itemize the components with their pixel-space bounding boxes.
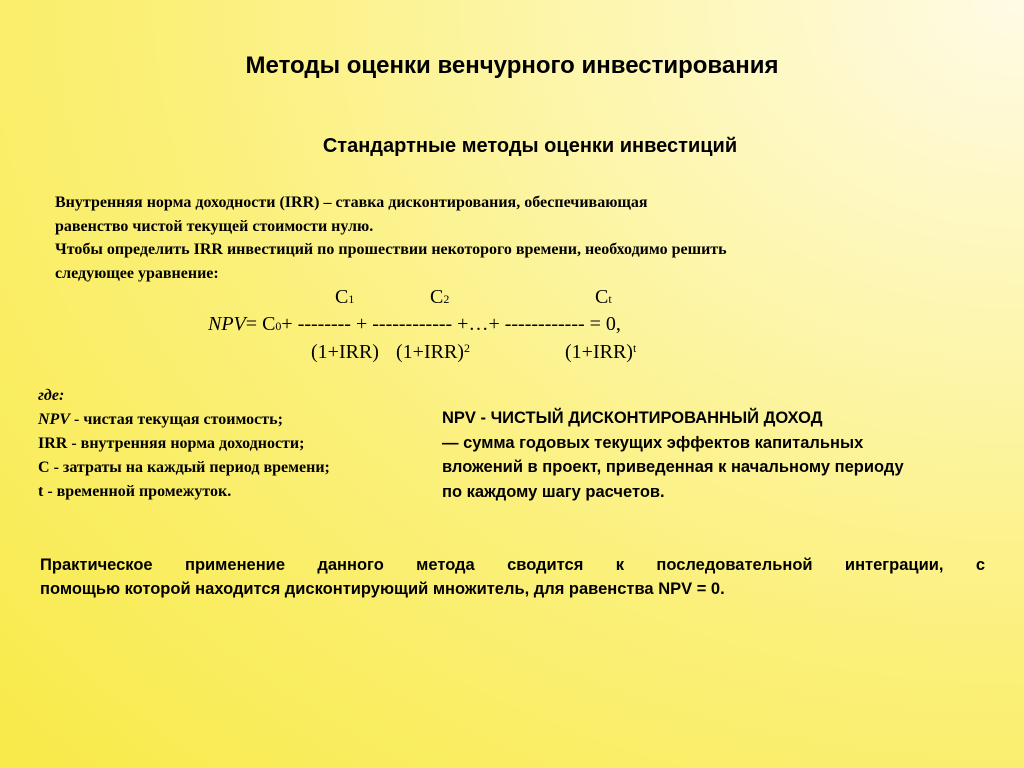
legend-item: NPV - чистая текущая стоимость; [38,411,283,428]
practical-line: помощью которой находится дисконтирующий множитель, для равенства NPV = 0. [40,580,725,598]
npv-definition-line: — сумма годовых текущих эффектов капитальных [442,433,864,452]
npv-definition-line: по каждому шагу расчетов. [442,482,665,501]
numerator-ct: Ct [595,286,612,308]
denominator-t: $(1+IRR)^t$ [565,341,637,363]
practical-application [40,553,985,601]
section-subtitle: Стандартные методы оценки инвестиций [322,135,738,157]
intro-paragraph [55,191,727,285]
legend-item: IRR - внутренняя норма доходности; [38,435,305,452]
intro-line: Внутренняя норма доходности (IRR) – ставка дисконтирования, обеспечивающая [55,194,648,211]
variable-legend [38,384,330,504]
page-title: Методы оценки венчурного инвестирования [245,52,779,79]
legend-item: t - временной промежуток. [38,483,232,500]
numerator-c2: C2 [430,286,450,308]
denominator-1: (1+IRR) [311,341,379,363]
formula-main-line: NPV= C0+ -------- + ------------ +…+ ------------ = 0, [208,313,621,335]
legend-where: где: [38,387,65,404]
intro-line: Чтобы определить IRR инвестиций по прошествии некоторого времени, необходимо решить [55,241,727,258]
practical-line: Практическое применение данного метода сводится к последовательной интеграции, с [40,556,985,574]
legend-item: C - затраты на каждый период времени; [38,459,330,476]
numerator-c1: C1 [335,286,355,308]
intro-line: следующее уравнение: [55,264,219,282]
npv-definition [442,406,904,504]
formula-lhs: NPV [208,313,246,335]
intro-line: равенство чистой текущей стоимости нулю. [55,217,374,235]
npv-definition-line: вложений в проект, приведенная к начальному периоду [442,458,904,476]
denominator-2: $(1+IRR)^2$ [396,341,470,363]
npv-definition-line: NPV - ЧИСТЫЙ ДИСКОНТИРОВАННЫЙ ДОХОД [442,409,823,427]
